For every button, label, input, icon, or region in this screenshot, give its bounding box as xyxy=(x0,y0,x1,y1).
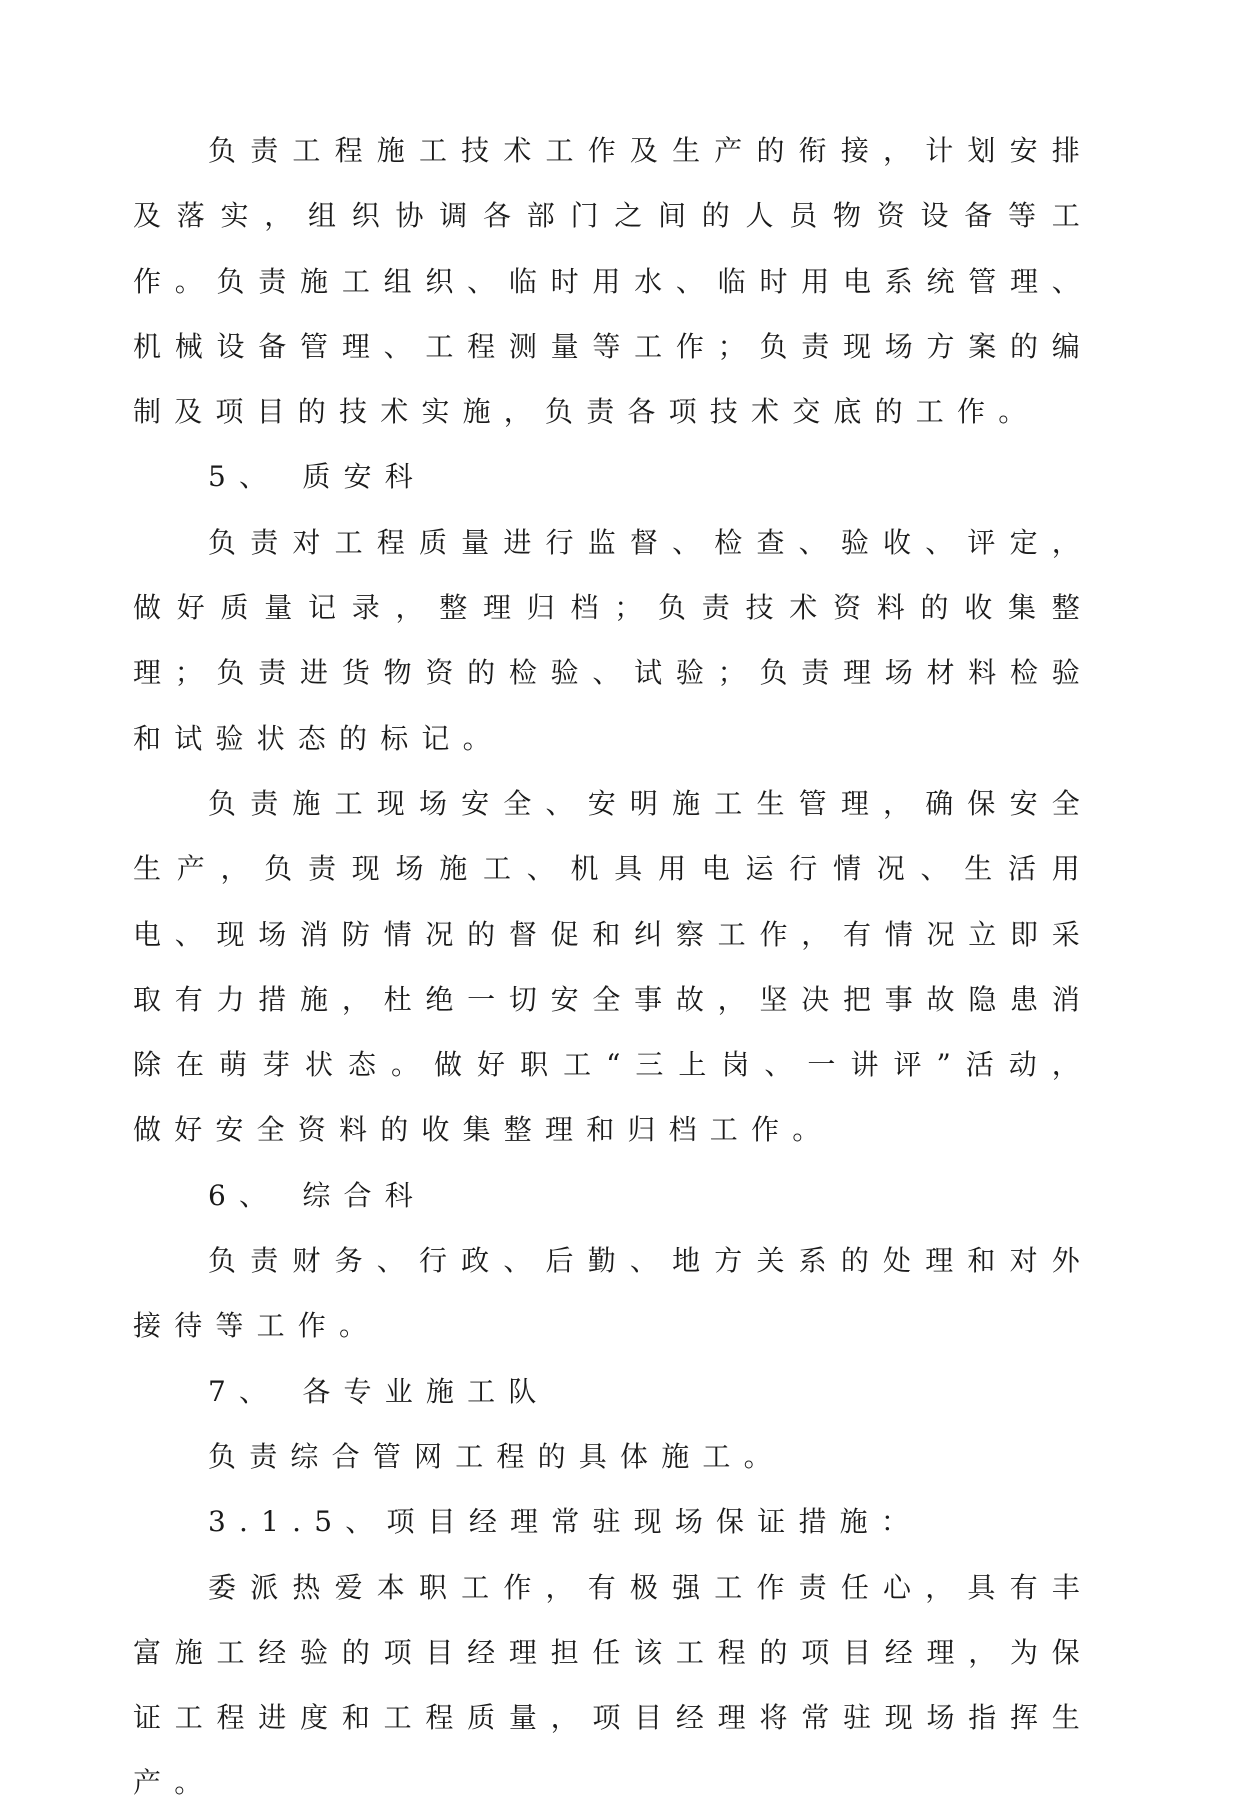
section-heading-general-affairs: 6、 综合科 xyxy=(208,1178,426,1212)
paragraph-project-manager-measures: 委派热爱本职工作，有极强工作责任心，具有丰富施工经验的项目经理担任该工程的项目经理，为保证工程进度和工程质量，项目经理将常驻现场指挥生产。 xyxy=(133,1570,1093,1800)
paragraph-quality-duties: 负责对工程质量进行监督、检查、验收、评定，做好质量记录，整理归档；负责技术资料的收集整理；负责进货物资的检验、试验；负责理场材料检验和试验状态的标记。 xyxy=(133,525,1093,755)
paragraph-engineering-duties: 负责工程施工技术工作及生产的衔接，计划安排及落实，组织协调各部门之间的人员物资设备等工作。负责施工组织、临时用水、临时用电系统管理、机械设备管理、工程测量等工作；负责现场方案的编制及项目的技术实施，负责各项技术交底的工作。 xyxy=(133,134,1093,429)
section-heading-quality-safety: 5、 质安科 xyxy=(208,460,426,494)
section-heading-construction-teams: 7、 各专业施工队 xyxy=(208,1374,550,1408)
paragraph-construction-teams-duties: 负责综合管网工程的具体施工。 xyxy=(208,1439,785,1473)
paragraph-safety-duties: 负责施工现场安全、安明施工生管理，确保安全生产，负责现场施工、机具用电运行情况、生活用电、现场消防情况的督促和纠察工作，有情况立即采取有力措施，杜绝一切安全事故，坚决把事故隐患消除在萌芽状态。做好职工“三上岗、一讲评”活动，做好安全资料的收集整理和归档工作。 xyxy=(133,786,1093,1147)
document-body xyxy=(133,118,1093,1816)
paragraph-general-affairs-duties: 负责财务、行政、后勤、地方关系的处理和对外接待等工作。 xyxy=(133,1244,1093,1343)
section-heading-project-manager-measures: 3.1.5、项目经理常驻现场保证措施： xyxy=(208,1505,923,1539)
